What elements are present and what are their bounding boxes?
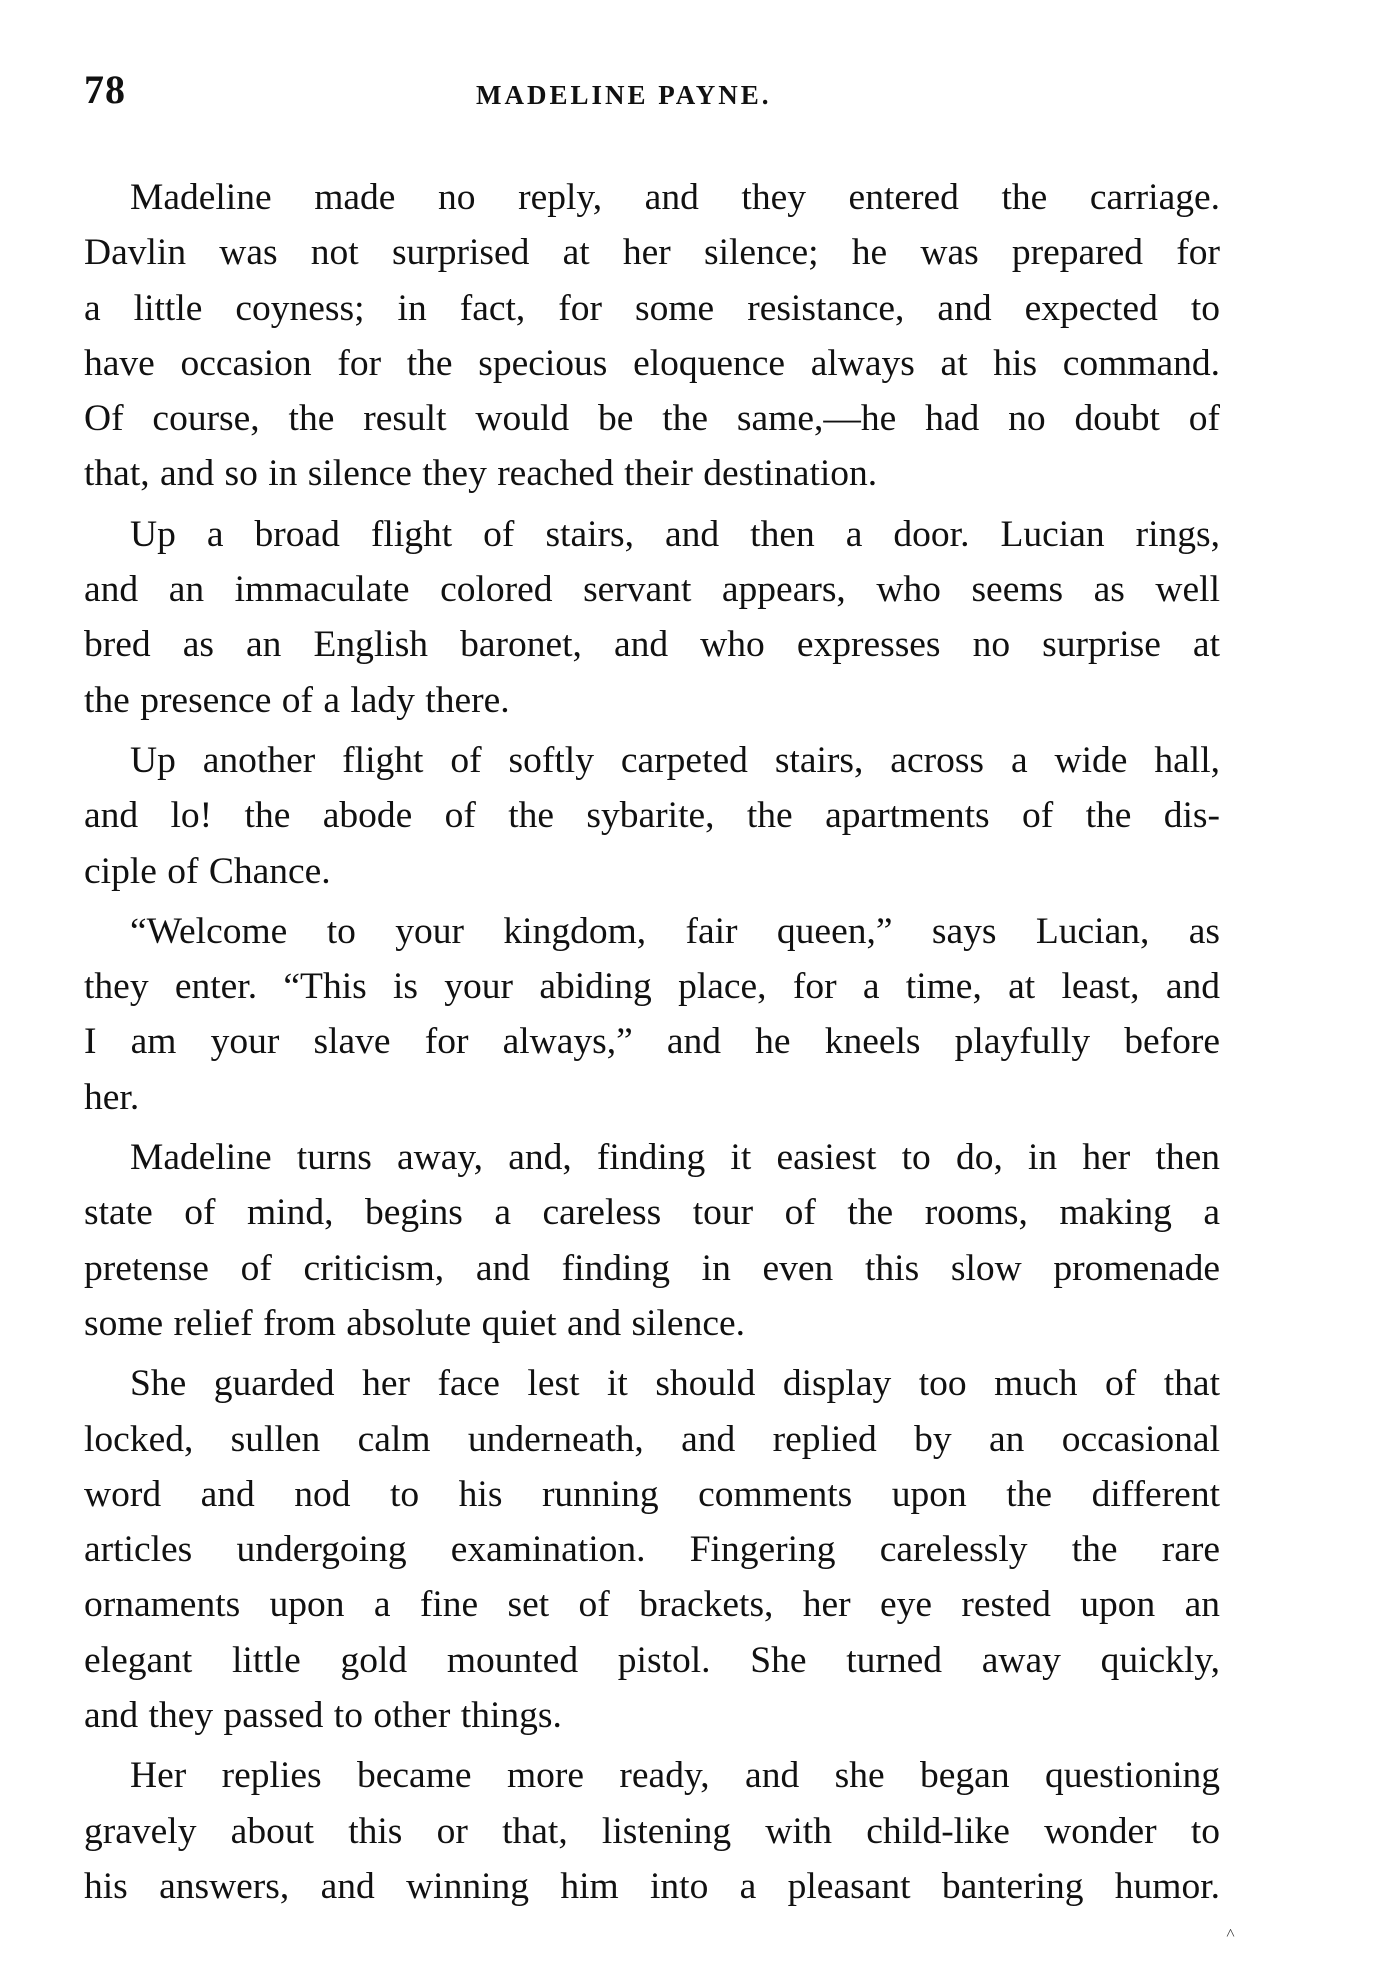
print-mark: ˄: [1226, 1925, 1236, 1942]
text-line: and lo! the abode of the sybarite, the apartments of the dis-: [84, 795, 1220, 837]
text-line: gravely about this or that, listening with child-like wonder to: [84, 1810, 1220, 1852]
text-line: the presence of a lady there.: [84, 679, 510, 721]
text-line: Madeline made no reply, and they entered the carriage.: [130, 177, 1220, 218]
text-line: locked, sullen calm underneath, and replied by an occasional: [84, 1418, 1220, 1460]
text-line: ornaments upon a fine set of brackets, her eye rested upon an: [84, 1584, 1220, 1626]
text-line: that, and so in silence they reached their destination.: [84, 453, 878, 495]
text-line: pretense of criticism, and finding in even this slow promenade: [84, 1247, 1220, 1289]
paragraph: [84, 904, 1220, 1125]
text-line: her.: [84, 1076, 140, 1118]
paragraph: [84, 170, 1220, 502]
text-line: state of mind, begins a careless tour of the rooms, making a: [84, 1192, 1220, 1234]
text-line: She guarded her face lest it should display too much of that: [130, 1363, 1220, 1405]
text-line: articles undergoing examination. Fingering carelessly the rare: [84, 1529, 1220, 1571]
paragraph: [84, 1356, 1220, 1743]
text-line: Up a broad flight of stairs, and then a door. Lucian rings,: [130, 513, 1220, 555]
paragraph: [84, 1130, 1220, 1351]
text-line: elegant little gold mounted pistol. She turned away quickly,: [84, 1639, 1220, 1681]
text-line: they enter. “This is your abiding place, for a time, at least, and: [84, 966, 1220, 1008]
text-line: a little coyness; in fact, for some resistance, and expected to: [84, 287, 1220, 329]
text-line: have occasion for the specious eloquence always at his command.: [84, 342, 1220, 384]
text-line: and an immaculate colored servant appears, who seems as well: [84, 569, 1220, 611]
text-line: Of course, the result would be the same,—he had no doubt of: [84, 398, 1220, 440]
text-line: word and nod to his running comments upon the different: [84, 1473, 1220, 1515]
text-line: “Welcome to your kingdom, fair queen,” says Lucian, as: [130, 910, 1220, 952]
body-text: [84, 170, 1220, 1919]
paragraph: [84, 1748, 1220, 1914]
text-line: Madeline turns away, and, finding it easiest to do, in her then: [130, 1137, 1220, 1179]
text-line: Her replies became more ready, and she began questioning: [130, 1755, 1220, 1797]
text-line: ciple of Chance.: [84, 850, 331, 892]
page-number: 78: [84, 67, 126, 112]
page-header: [84, 66, 1220, 126]
paragraph: [84, 733, 1220, 899]
text-line: his answers, and winning him into a pleasant bantering humor.: [84, 1865, 1220, 1907]
text-line: Up another flight of softly carpeted stairs, across a wide hall,: [130, 739, 1220, 781]
text-line: some relief from absolute quiet and silence.: [84, 1302, 745, 1344]
text-line: I am your slave for always,” and he kneels playfully before: [84, 1021, 1220, 1063]
text-line: Davlin was not surprised at her silence; he was prepared for: [84, 232, 1220, 274]
text-line: and they passed to other things.: [84, 1695, 562, 1737]
paragraph: [84, 507, 1220, 728]
text-line: bred as an English baronet, and who expresses no surprise at: [84, 624, 1220, 666]
running-head: MADELINE PAYNE.: [476, 80, 772, 110]
